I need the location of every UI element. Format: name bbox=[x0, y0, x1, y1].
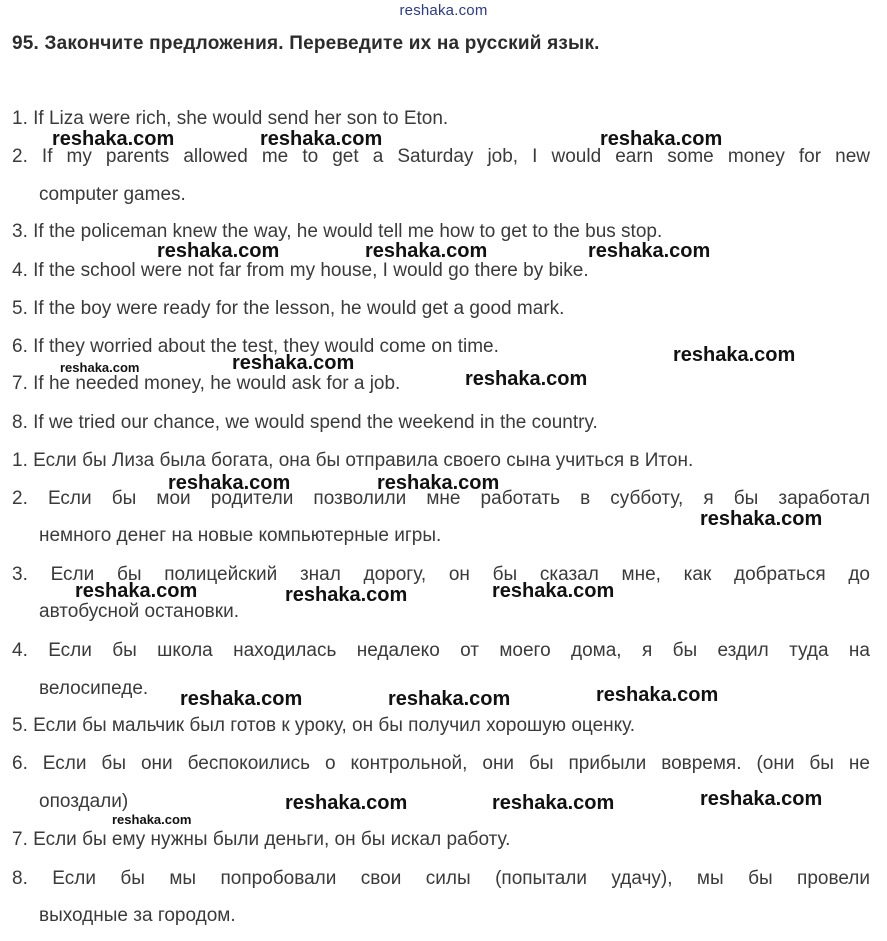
watermark: reshaka.com bbox=[700, 788, 823, 810]
watermark: reshaka.com bbox=[492, 580, 615, 602]
site-header-watermark: reshaka.com bbox=[399, 2, 488, 19]
watermark: reshaka.com bbox=[365, 240, 488, 262]
english-sentence-6: 6. If they worried about the test, they would come on time. bbox=[12, 336, 499, 357]
russian-sentence-6: 6. Если бы они беспокоились о контрольной, они бы прибыли вовремя. (они бы не bbox=[12, 753, 870, 774]
watermark: reshaka.com bbox=[388, 688, 511, 710]
watermark: reshaka.com bbox=[700, 508, 823, 530]
russian-sentence-3: 3. Если бы полицейский знал дорогу, он бы сказал мне, как добраться до bbox=[12, 564, 870, 585]
watermark: reshaka.com bbox=[180, 688, 303, 710]
russian-sentence-8: 8. Если бы мы попробовали свои силы (попытали удачу), мы бы провели bbox=[12, 868, 870, 889]
watermark-small: reshaka.com bbox=[112, 812, 192, 827]
watermark: reshaka.com bbox=[260, 128, 383, 150]
watermark: reshaka.com bbox=[232, 352, 355, 374]
watermark: reshaka.com bbox=[588, 240, 711, 262]
russian-sentence-2: 2. Если бы мои родители позволили мне работать в субботу, я бы заработал bbox=[12, 488, 870, 509]
english-sentence-5: 5. If the boy were ready for the lesson, he would get a good mark. bbox=[12, 298, 565, 319]
watermark: reshaka.com bbox=[600, 128, 723, 150]
english-sentence-3: 3. If the policeman knew the way, he would tell me how to get to the bus stop. bbox=[12, 221, 663, 242]
russian-sentence-5: 5. Если бы мальчик был готов к уроку, он бы получил хорошую оценку. bbox=[12, 715, 636, 736]
watermark: reshaka.com bbox=[52, 128, 175, 150]
english-sentence-1: 1. If Liza were rich, she would send her son to Eton. bbox=[12, 108, 449, 129]
russian-sentence-6-continued: опоздали) bbox=[39, 791, 129, 812]
english-sentence-2-continued: computer games. bbox=[39, 184, 186, 205]
watermark: reshaka.com bbox=[285, 584, 408, 606]
watermark: reshaka.com bbox=[75, 580, 198, 602]
watermark: reshaka.com bbox=[465, 368, 588, 390]
english-sentence-2: 2. If my parents allowed me to get a Saturday job, I would earn some money for new bbox=[12, 146, 870, 167]
exercise-heading: 95. Закончите предложения. Переведите их на русский язык. bbox=[12, 33, 600, 54]
russian-sentence-8-continued: выходные за городом. bbox=[39, 905, 236, 926]
watermark: reshaka.com bbox=[285, 792, 408, 814]
watermark: reshaka.com bbox=[492, 792, 615, 814]
russian-sentence-2-continued: немного денег на новые компьютерные игры. bbox=[39, 525, 442, 546]
watermark-small: reshaka.com bbox=[60, 360, 140, 375]
russian-sentence-3-continued: автобусной остановки. bbox=[39, 601, 239, 622]
english-sentence-4: 4. If the school were not far from my house, I would go there by bike. bbox=[12, 260, 589, 281]
russian-sentence-7: 7. Если бы ему нужны были деньги, он бы искал работу. bbox=[12, 829, 511, 850]
watermark: reshaka.com bbox=[596, 684, 719, 706]
english-sentence-8: 8. If we tried our chance, we would spend the weekend in the country. bbox=[12, 412, 598, 433]
watermark: reshaka.com bbox=[157, 240, 280, 262]
watermark: reshaka.com bbox=[673, 344, 796, 366]
russian-sentence-1: 1. Если бы Лиза была богата, она бы отправила своего сына учиться в Итон. bbox=[12, 450, 694, 471]
watermark: reshaka.com bbox=[168, 472, 291, 494]
russian-sentence-4: 4. Если бы школа находилась недалеко от моего дома, я бы ездил туда на bbox=[12, 640, 870, 661]
watermark: reshaka.com bbox=[377, 472, 500, 494]
russian-sentence-4-continued: велосипеде. bbox=[39, 678, 149, 699]
english-sentence-7: 7. If he needed money, he would ask for a job. bbox=[12, 373, 401, 394]
